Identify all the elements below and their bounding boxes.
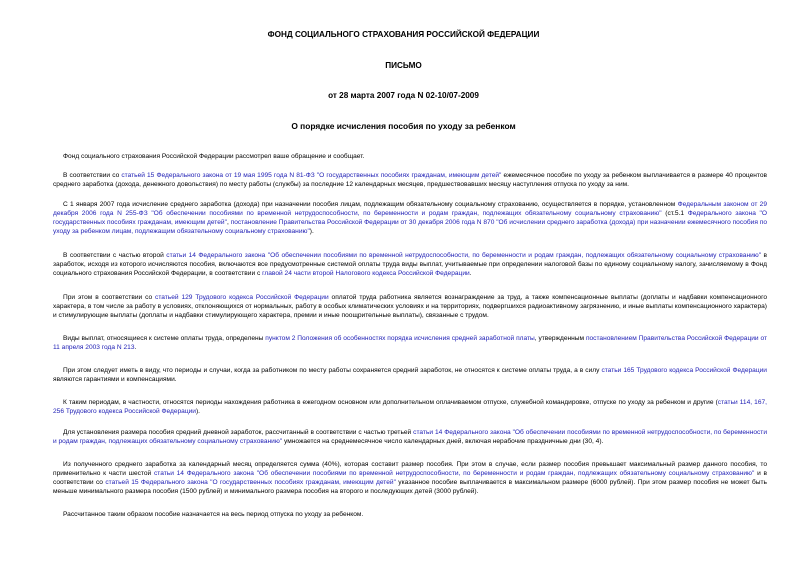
document-subject: О порядке исчисления пособия по уходу за ребенком — [291, 121, 516, 131]
legal-reference-link[interactable]: статьи 114, 167, 256 Трудового кодекса Российской Федерации — [53, 399, 767, 415]
legal-reference-link[interactable]: главой 24 части второй Налогового кодекса Российской Федерации — [262, 270, 470, 277]
paragraph-daily-earnings: Для установления размера пособия средний дневной заработок, рассчитанный в соответствии с частью третьей статьи 14 Федерального закона "Об обеспечении пособиями по временной нетрудоспособности, по беременности и родам граждан, подлежащих обязательному социальному страхованию" умножается на среднемесячное число календарных дней, включая нерабочие праздничные дни (30, 4). — [53, 429, 768, 445]
legal-reference-link[interactable]: постановление Правительства Российской Федерации от 30 декабря 2006 года N 870 "Об исчислении среднего заработка (дохода) при назначении ежемесячного пособия по уходу за ребенком лицам, подлежащим обязательному социальному страхованию" — [53, 219, 767, 235]
legal-reference-link[interactable]: статьей 129 Трудового кодекса Российской Федерации — [155, 294, 329, 301]
document-date-number: от 28 марта 2007 года N 02-10/07-2009 — [328, 91, 479, 100]
legal-reference-link[interactable]: статьей 15 Федерального закона "О государственных пособиях гражданам, имеющим детей" — [105, 479, 396, 486]
paragraph-assignment: Рассчитанное таким образом пособие назначается на весь период отпуска по уходу за ребенком. — [63, 511, 364, 518]
legal-reference-link[interactable]: пунктом 2 Положения об особенностях порядка исчисления средней заработной платы — [265, 335, 535, 342]
paragraph-intro: Фонд социального страхования Российской Федерации рассмотрел ваше обращение и сообщает. — [63, 153, 365, 160]
paragraph-average-earnings: С 1 января 2007 года исчисление среднего заработка (дохода) при назначении пособия лицам, подлежащим обязательному социальному страхованию, осуществляется в порядке, установленном Федеральным законом от 29 декабря 2006 года N 255-ФЗ "Об обеспечении пособиями по временной нетрудоспособности, по беременности и родам граждан, подлежащих обязательному социальному страхованию" (ст.5.1 Федерального закона "О государственных пособиях гражданам, имеющим детей", постановление Правительства Российской Федерации от 30 декабря 2006 года N 870 "Об исчислении среднего заработка (дохода) при назначении ежемесячного пособия по уходу за ребенком лицам, подлежащим обязательному социальному страхованию"). — [53, 201, 768, 235]
document-type: ПИСЬМО — [385, 61, 422, 70]
legal-reference-link[interactable]: статьи 165 Трудового кодекса Российской Федерации — [601, 367, 767, 374]
paragraph-article-129: При этом в соответствии со статьей 129 Трудового кодекса Российской Федерации оплатой труда работника является вознаграждение за труд, а также компенсационные выплаты (доплаты и надбавки компенсационного характера, в том числе за работу в условиях, отклоняющихся от нормальных, работу в особых климатических условиях и на территориях, подвергшихся радиоактивному загрязнению, и иные выплаты компенсационного характера) и стимулирующие выплаты (доплаты и надбавки стимулирующего характера, премии и иные поощрительные выплаты), связанные с трудом. — [53, 294, 768, 319]
legal-reference-link[interactable]: статьей 15 Федерального закона от 19 мая 1995 года N 81-ФЗ "О государственных пособиях гражданам, имеющим детей" — [121, 172, 502, 179]
paragraph-benefit-size: Из полученного среднего заработка за календарный месяц определяется сумма (40%), которая составит размер пособия. При этом в случае, если размер пособия превышает максимальный размер данного пособия, то применительно к части шестой статьи 14 Федерального закона "Об обеспечении пособиями по временной нетрудоспособности, по беременности и родам граждан, подлежащих обязательному социальному страхованию" и в соответствии со статьей 15 Федерального закона "О государственных пособиях гражданам, имеющим детей" указанное пособие выплачивается в максимальном размере (6000 рублей). При этом размер пособия не может быть меньше минимального размера пособия (1500 рублей) и минимального размера пособия на второго и последующих детей (3000 рублей). — [53, 461, 768, 495]
legal-reference-link[interactable]: статьи 14 Федерального закона "Об обеспечении пособиями по временной нетрудоспособности, по беременности и родам граждан, подлежащих обязательному социальному страхованию" — [166, 252, 762, 259]
legal-reference-link[interactable]: статьи 14 Федерального закона "Об обеспечении пособиями по временной нетрудоспособности, по беременности и родам граждан, подлежащих обязательному социальному страхованию" — [153, 470, 755, 477]
legal-reference-link[interactable]: статьи 14 Федерального закона "Об обеспечении пособиями по временной нетрудоспособности, по беременности и родам граждан, подлежащих обязательному социальному страхованию" — [53, 429, 768, 445]
paragraph-article-14: В соответствии с частью второй статьи 14 Федерального закона "Об обеспечении пособиями по временной нетрудоспособности, по беременности и родам граждан, подлежащих обязательному социальному страхованию" в заработок, исходя из которого исчисляются пособия, включаются все предусмотренные системой оплаты труда виды выплат, учитываемые при определении налоговой базы по единому социальному налогу, зачисляемому в Фонд социального страхования Российской Федерации, в соответствии с главой 24 части второй Налогового кодекса Российской Федерации. — [53, 252, 768, 277]
organization-title: ФОНД СОЦИАЛЬНОГО СТРАХОВАНИЯ РОССИЙСКОЙ ФЕДЕРАЦИИ — [267, 30, 540, 39]
paragraph-payment-types: Виды выплат, относящиеся к системе оплаты труда, определены пунктом 2 Положения об особенностях порядка исчисления средней заработной платы, утвержденным постановлением Правительства Российской Федерации от 11 апреля 2003 года N 213. — [53, 335, 768, 351]
paragraph-article-15: В соответствии со статьей 15 Федерального закона от 19 мая 1995 года N 81-ФЗ "О государственных пособиях гражданам, имеющим детей" ежемесячное пособие по уходу за ребенком выплачивается в размере 40 процентов среднего заработка (дохода, денежного довольствия) по месту работы (службы) за последние 12 календарных месяцев, предшествовавших месяцу наступления отпуска по уходу за ним. — [53, 172, 767, 188]
paragraph-periods: К таким периодам, в частности, относятся периоды нахождения работника в ежегодном основном или дополнительном оплачиваемом отпуске, служебной командировке, отпуске по уходу за ребенком и другие (статьи 114, 167, 256 Трудового кодекса Российской Федерации). — [53, 399, 767, 415]
legal-reference-link[interactable]: постановлением Правительства Российской Федерации от 11 апреля 2003 года N 213 — [53, 335, 768, 351]
paragraph-guarantees: При этом следует иметь в виду, что периоды и случаи, когда за работником по месту работы сохраняется средний заработок, не относятся к системе оплаты труда, а в силу статьи 165 Трудового кодекса Российской Федерации являются гарантиями и компенсациями. — [53, 367, 767, 383]
legal-reference-link[interactable]: Федеральным законом от 29 декабря 2006 года N 255-ФЗ "Об обеспечении пособиями по временной нетрудоспособности, по беременности и родам граждан, подлежащих обязательному социальному страхованию" — [53, 201, 767, 217]
legal-reference-link[interactable]: Федерального закона "О государственных пособиях гражданам, имеющим детей" — [53, 210, 768, 226]
